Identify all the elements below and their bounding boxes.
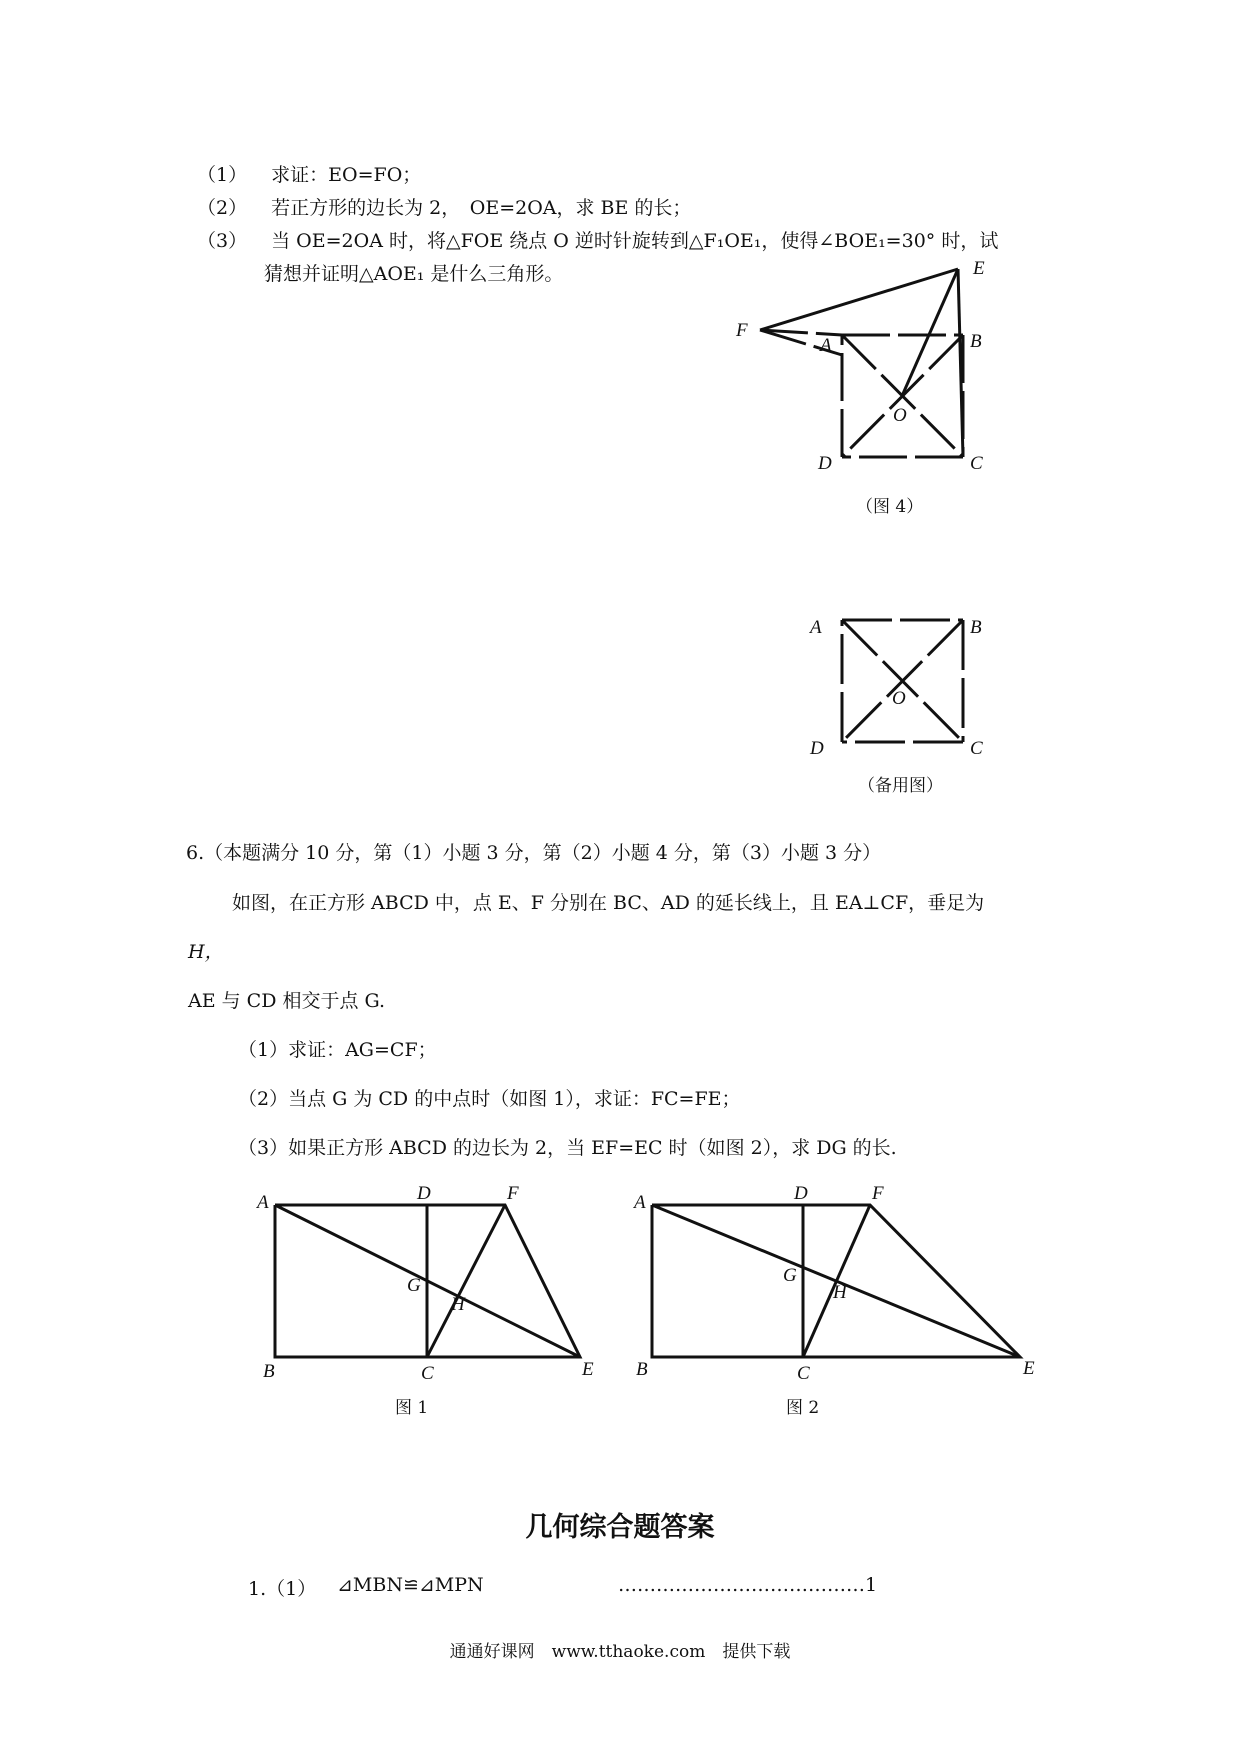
answer-1-text: ⊿MBN≌⊿MPN bbox=[337, 1574, 484, 1596]
figure-backup bbox=[800, 610, 1000, 760]
fig1-label-D: D bbox=[417, 1185, 431, 1204]
fig2-label-D: D bbox=[794, 1185, 808, 1204]
fig2-label-H: H bbox=[833, 1282, 847, 1303]
fig2-label-B: B bbox=[636, 1359, 648, 1380]
figure-backup-caption: （备用图） bbox=[858, 776, 943, 796]
fig2-label-C: C bbox=[797, 1363, 810, 1384]
fig4-label-C: C bbox=[970, 453, 983, 474]
fig1-label-G: G bbox=[407, 1275, 421, 1296]
backup-label-B: B bbox=[970, 617, 982, 638]
fig4-label-F: F bbox=[736, 320, 748, 341]
q6-intro-line1: 如图，在正方形 ABCD 中，点 E、F 分别在 BC、AD 的延长线上，且 EA⊥CF，垂足为 bbox=[232, 892, 985, 914]
fig4-label-B: B bbox=[970, 331, 982, 352]
figure-4 bbox=[730, 255, 1010, 525]
backup-label-D: D bbox=[810, 738, 824, 759]
q6-intro-line2: H， bbox=[188, 941, 224, 963]
fig1-label-E: E bbox=[582, 1359, 594, 1380]
fig2-label-A: A bbox=[634, 1192, 646, 1213]
q5-item-2: （2） 若正方形的边长为 2， OE=2OA，求 BE 的长； bbox=[197, 197, 692, 219]
q6-header: 6.（本题满分 10 分，第（1）小题 3 分，第（2）小题 4 分，第（3）小题 3 分） bbox=[186, 842, 882, 864]
backup-label-A: A bbox=[810, 617, 822, 638]
q6-sub1: （1）求证：AG=CF； bbox=[238, 1039, 437, 1061]
fig1-caption: 图 1 bbox=[395, 1398, 429, 1418]
backup-label-O: O bbox=[892, 688, 906, 709]
fig1 bbox=[255, 1185, 610, 1385]
fig1-label-H: H bbox=[451, 1294, 465, 1315]
fig1-label-F: F bbox=[507, 1185, 519, 1204]
q6-sub3: （3）如果正方形 ABCD 的边长为 2，当 EF=EC 时（如图 2），求 DG 的长. bbox=[238, 1137, 897, 1159]
fig1-label-C: C bbox=[421, 1363, 434, 1384]
figure-4-caption: （图 4） bbox=[856, 497, 924, 517]
fig2 bbox=[630, 1185, 1050, 1385]
q5-item-3: （3） 当 OE=2OA 时，将△FOE 绕点 O 逆时针旋转到△F₁OE₁，使得∠BOE₁=30° 时，试 bbox=[197, 230, 999, 252]
fig4-label-E: E bbox=[973, 258, 985, 279]
q5-item-1: （1） 求证：EO=FO； bbox=[197, 164, 422, 186]
q6-intro-line3: AE 与 CD 相交于点 G. bbox=[188, 990, 386, 1012]
fig4-label-D: D bbox=[818, 453, 832, 474]
fig2-label-E: E bbox=[1023, 1358, 1035, 1379]
fig4-label-A: A bbox=[820, 335, 832, 356]
q6-sub2: （2）当点 G 为 CD 的中点时（如图 1），求证：FC=FE； bbox=[238, 1088, 741, 1110]
answer-1-num: 1.（1） bbox=[248, 1578, 317, 1600]
q5-item-3-cont: 猜想并证明△AOE₁ 是什么三角形。 bbox=[264, 263, 564, 285]
fig2-caption: 图 2 bbox=[786, 1398, 820, 1418]
fig2-label-G: G bbox=[783, 1265, 797, 1286]
fig1-label-B: B bbox=[263, 1361, 275, 1382]
answer-1-dots: …………………………………1 bbox=[618, 1574, 878, 1596]
fig1-label-A: A bbox=[257, 1192, 269, 1213]
fig2-label-F: F bbox=[872, 1185, 884, 1204]
footer-text: 通通好课网 www.tthaoke.com 提供下载 bbox=[449, 1642, 791, 1662]
backup-label-C: C bbox=[970, 738, 983, 759]
fig4-label-O: O bbox=[893, 405, 907, 426]
answers-title: 几何综合题答案 bbox=[525, 1512, 715, 1543]
